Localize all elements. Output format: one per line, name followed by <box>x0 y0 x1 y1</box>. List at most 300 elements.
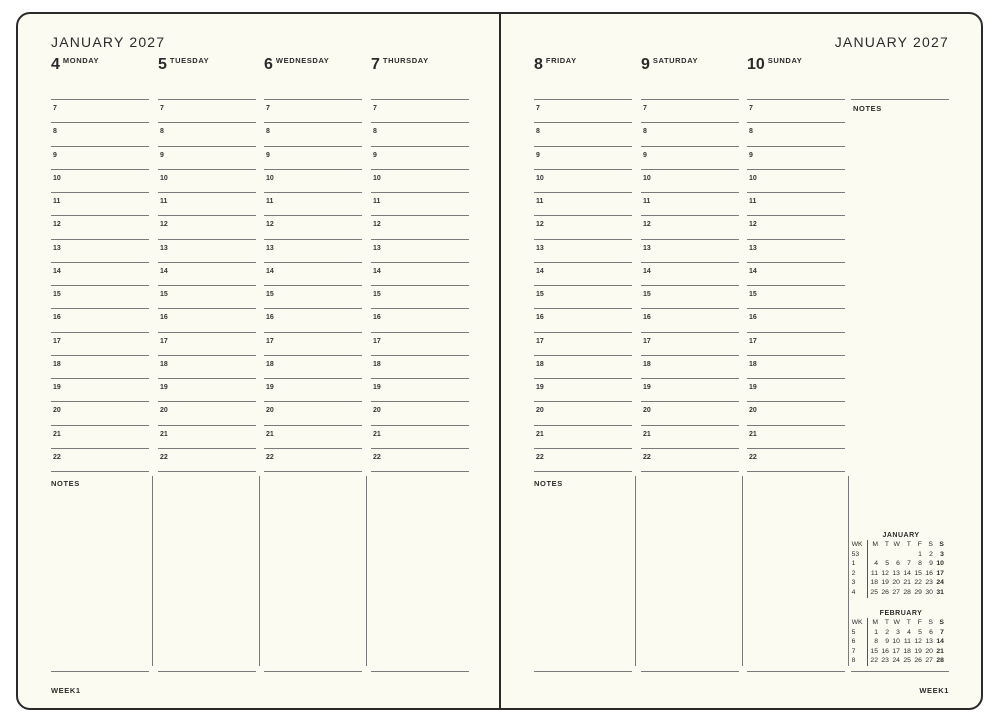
date-cell: 28 <box>903 588 911 596</box>
date-cell: 10 <box>936 560 944 568</box>
hour-label: 21 <box>53 430 61 438</box>
hour-rule <box>264 285 362 286</box>
hour-rule <box>371 378 469 379</box>
hour-label: 14 <box>373 267 381 275</box>
hour-rule <box>51 332 149 333</box>
day-header <box>534 56 577 74</box>
hour-label: 13 <box>373 244 381 252</box>
mini-calendar-week <box>851 569 944 579</box>
hour-rule <box>641 122 739 123</box>
hour-rule <box>371 355 469 356</box>
hour-label: 8 <box>266 128 270 136</box>
date-cell: 26 <box>881 588 889 596</box>
hour-rule <box>158 122 256 123</box>
hour-label: 10 <box>749 174 757 182</box>
hour-rule <box>747 401 845 402</box>
hour-rule <box>534 169 632 170</box>
hour-rule <box>51 378 149 379</box>
hour-label: 9 <box>749 151 753 159</box>
hour-rule <box>264 448 362 449</box>
date-cell: 22 <box>914 579 922 587</box>
hour-rule <box>51 448 149 449</box>
hour-label: 13 <box>160 244 168 252</box>
hour-label: 11 <box>373 198 381 205</box>
hour-rule <box>371 239 469 240</box>
mini-calendar-week <box>851 637 944 647</box>
hour-rule <box>158 401 256 402</box>
hour-label: 12 <box>160 221 168 229</box>
hour-label: 17 <box>53 337 61 345</box>
hour-rule <box>747 99 845 100</box>
hour-label: 9 <box>266 151 270 159</box>
day-header <box>51 56 99 74</box>
date-cell: 6 <box>929 628 933 636</box>
hour-rule <box>158 169 256 170</box>
hour-rule <box>371 285 469 286</box>
notes-divider <box>848 476 849 666</box>
date-cell: 21 <box>903 579 911 587</box>
date-cell: 25 <box>903 657 911 665</box>
hour-label: 7 <box>266 105 270 112</box>
hour-rule <box>747 425 845 426</box>
day-header <box>641 56 698 74</box>
hour-label: 22 <box>160 453 168 461</box>
week-number: 3 <box>851 578 867 588</box>
hour-rule <box>264 122 362 123</box>
date-cell: 12 <box>914 638 922 646</box>
mini-calendar-header <box>851 618 944 628</box>
hour-rule <box>747 146 845 147</box>
hour-rule <box>51 471 149 472</box>
hour-label: 14 <box>749 267 757 275</box>
hour-label: 16 <box>373 314 381 322</box>
hour-rule <box>158 146 256 147</box>
hour-rule <box>51 146 149 147</box>
notes-column-rule <box>851 99 949 100</box>
weekday-label: W <box>893 541 900 548</box>
hour-label: 8 <box>643 128 647 136</box>
hour-rule <box>51 122 149 123</box>
mini-calendar-grid <box>851 618 944 666</box>
day-number: 7 <box>371 56 380 73</box>
hour-label: 12 <box>266 221 274 229</box>
hour-label: 7 <box>373 105 377 112</box>
hour-rule <box>264 99 362 100</box>
hour-rule <box>158 285 256 286</box>
hour-label: 18 <box>53 360 61 368</box>
hour-rule <box>264 471 362 472</box>
left-day-column <box>371 14 469 494</box>
hour-rule <box>51 425 149 426</box>
mini-calendar-week <box>851 656 944 666</box>
hour-rule <box>371 308 469 309</box>
date-cell: 2 <box>929 550 933 558</box>
hour-label: 21 <box>749 430 757 438</box>
hour-rule <box>371 99 469 100</box>
day-number: 4 <box>51 56 60 73</box>
hour-rule <box>264 308 362 309</box>
date-cell: 15 <box>870 647 878 655</box>
weekday-label: F <box>917 541 922 548</box>
hour-rule <box>371 146 469 147</box>
mini-calendar-week <box>851 550 944 560</box>
date-cell: 11 <box>903 638 911 646</box>
hour-label: 12 <box>373 221 381 229</box>
date-cell: 9 <box>885 638 889 646</box>
hour-rule <box>534 308 632 309</box>
weekday-label: T <box>906 619 911 626</box>
day-number: 8 <box>534 56 543 73</box>
hour-rule <box>534 355 632 356</box>
hour-label: 18 <box>749 360 757 368</box>
hour-label: 17 <box>160 337 168 345</box>
hour-label: 13 <box>266 244 274 252</box>
hour-rule <box>534 146 632 147</box>
notes-divider <box>366 476 367 666</box>
mini-calendar-grid <box>851 540 944 598</box>
notes-divider <box>635 476 636 666</box>
hour-label: 8 <box>373 128 377 136</box>
hour-label: 14 <box>160 267 168 275</box>
date-cell: 27 <box>892 588 900 596</box>
hour-rule <box>641 239 739 240</box>
hour-rule <box>264 378 362 379</box>
hour-label: 15 <box>643 291 651 298</box>
hour-label: 16 <box>536 314 544 322</box>
hour-rule <box>747 378 845 379</box>
hour-rule <box>747 308 845 309</box>
hour-rule <box>51 192 149 193</box>
weekday-label: M <box>872 619 878 626</box>
hour-label: 8 <box>53 128 57 136</box>
date-cell: 3 <box>896 628 900 636</box>
hour-rule <box>51 239 149 240</box>
hour-label: 21 <box>536 430 544 438</box>
hour-label: 22 <box>749 453 757 461</box>
notes-divider <box>152 476 153 666</box>
left-day-column <box>264 14 362 494</box>
hour-label: 16 <box>643 314 651 322</box>
hour-rule <box>747 355 845 356</box>
day-name: SUNDAY <box>767 56 803 65</box>
hour-rule <box>371 448 469 449</box>
weekday-label: S <box>928 541 933 548</box>
hour-label: 22 <box>643 453 651 461</box>
hour-label: 12 <box>53 221 61 229</box>
hour-label: 19 <box>536 384 544 391</box>
week-number: 2 <box>851 569 867 579</box>
hour-label: 15 <box>160 291 168 298</box>
hour-label: 19 <box>373 384 381 391</box>
hour-rule <box>158 332 256 333</box>
week-number: 53 <box>851 550 867 560</box>
hour-label: 13 <box>53 244 61 252</box>
hour-rule <box>264 355 362 356</box>
hour-label: 16 <box>53 314 61 322</box>
hour-label: 9 <box>53 151 57 159</box>
date-cell: 4 <box>874 560 878 568</box>
date-cell <box>879 550 890 560</box>
date-cell: 1 <box>918 550 922 558</box>
hour-label: 21 <box>373 430 381 438</box>
right-page <box>499 12 983 710</box>
hour-rule <box>158 471 256 472</box>
weekday-label: WK <box>851 540 867 550</box>
hour-rule <box>534 262 632 263</box>
hour-label: 17 <box>749 337 757 345</box>
hour-rule <box>158 308 256 309</box>
date-cell: 20 <box>925 647 933 655</box>
right-day-column <box>747 14 845 494</box>
date-cell: 13 <box>925 638 933 646</box>
date-cell <box>890 550 901 560</box>
date-cell: 16 <box>925 569 933 577</box>
hour-rule <box>534 285 632 286</box>
date-cell: 28 <box>936 657 944 665</box>
hour-label: 8 <box>536 128 540 136</box>
date-cell: 23 <box>925 579 933 587</box>
mini-calendar-week <box>851 647 944 657</box>
date-cell: 19 <box>881 579 889 587</box>
hour-rule <box>641 401 739 402</box>
hour-label: 18 <box>266 360 274 368</box>
hour-rule <box>641 285 739 286</box>
hour-rule <box>534 239 632 240</box>
day-number: 6 <box>264 56 273 73</box>
hour-rule <box>747 215 845 216</box>
date-cell: 15 <box>914 569 922 577</box>
date-cell: 13 <box>892 569 900 577</box>
hour-label: 11 <box>160 198 168 205</box>
hour-label: 18 <box>643 360 651 368</box>
hour-rule <box>158 355 256 356</box>
hour-label: 22 <box>53 453 61 461</box>
date-cell <box>867 550 878 560</box>
hour-label: 21 <box>160 430 168 438</box>
hour-rule <box>371 425 469 426</box>
hour-label: 18 <box>160 360 168 368</box>
mini-calendar-week <box>851 628 944 638</box>
hour-label: 17 <box>536 337 544 345</box>
mini-calendar-title: FEBRUARY <box>879 610 923 617</box>
date-cell: 17 <box>892 647 900 655</box>
date-cell: 6 <box>896 560 900 568</box>
hour-rule <box>51 215 149 216</box>
hour-label: 12 <box>749 221 757 229</box>
hour-label: 10 <box>53 174 61 182</box>
date-cell: 5 <box>885 560 889 568</box>
hour-rule <box>641 471 739 472</box>
hour-label: 18 <box>373 360 381 368</box>
day-number: 10 <box>747 56 765 73</box>
date-cell: 10 <box>892 638 900 646</box>
hour-label: 15 <box>536 291 544 298</box>
day-name: THURSDAY <box>382 56 429 65</box>
notes-bottom-rule <box>51 671 149 672</box>
hour-rule <box>264 169 362 170</box>
date-cell: 18 <box>870 579 878 587</box>
left-page <box>16 12 501 710</box>
hour-label: 19 <box>160 384 168 391</box>
date-cell: 14 <box>903 569 911 577</box>
hour-rule <box>534 122 632 123</box>
hour-rule <box>747 169 845 170</box>
hour-rule <box>371 401 469 402</box>
date-cell: 1 <box>874 628 878 636</box>
weekday-label: T <box>884 541 889 548</box>
hour-rule <box>747 192 845 193</box>
hour-label: 13 <box>643 244 651 252</box>
mini-calendar <box>851 532 951 598</box>
date-cell: 18 <box>903 647 911 655</box>
hour-label: 20 <box>160 407 168 415</box>
hour-label: 16 <box>749 314 757 322</box>
hour-rule <box>158 425 256 426</box>
hour-label: 21 <box>266 430 274 438</box>
hour-rule <box>747 448 845 449</box>
date-cell: 3 <box>940 550 944 558</box>
hour-rule <box>641 448 739 449</box>
hour-rule <box>534 378 632 379</box>
date-cell: 7 <box>940 628 944 636</box>
date-cell: 16 <box>881 647 889 655</box>
hour-label: 10 <box>643 174 651 182</box>
date-cell: 24 <box>892 657 900 665</box>
date-cell: 25 <box>870 588 878 596</box>
weekday-label: S <box>939 541 944 548</box>
date-cell: 8 <box>918 560 922 568</box>
hour-rule <box>641 146 739 147</box>
hour-rule <box>747 239 845 240</box>
hour-label: 14 <box>266 267 274 275</box>
hour-label: 20 <box>536 407 544 415</box>
day-name: TUESDAY <box>169 56 210 65</box>
notes-label: NOTES <box>534 479 563 488</box>
hour-rule <box>641 378 739 379</box>
date-cell: 30 <box>925 588 933 596</box>
notes-column-label: NOTES <box>853 104 882 113</box>
hour-label: 10 <box>160 174 168 182</box>
date-cell: 29 <box>914 588 922 596</box>
date-cell: 7 <box>907 560 911 568</box>
hour-label: 20 <box>643 407 651 415</box>
hour-rule <box>641 308 739 309</box>
hour-label: 14 <box>536 267 544 275</box>
hour-rule <box>158 99 256 100</box>
date-cell: 2 <box>885 628 889 636</box>
hour-label: 8 <box>749 128 753 136</box>
hour-label: 19 <box>266 384 274 391</box>
hour-rule <box>641 169 739 170</box>
hour-label: 10 <box>536 174 544 182</box>
hour-rule <box>51 308 149 309</box>
day-header <box>158 56 209 74</box>
month-title-left: JANUARY 2027 <box>51 34 166 50</box>
hour-label: 16 <box>160 314 168 322</box>
hour-rule <box>158 192 256 193</box>
notes-bottom-rule <box>851 671 949 672</box>
hour-rule <box>158 215 256 216</box>
hour-label: 12 <box>536 221 544 229</box>
hour-label: 17 <box>373 337 381 345</box>
hour-rule <box>534 401 632 402</box>
notes-bottom-rule <box>534 671 632 672</box>
day-name: WEDNESDAY <box>275 56 330 65</box>
hour-rule <box>747 122 845 123</box>
hour-rule <box>51 355 149 356</box>
hour-label: 7 <box>160 105 164 112</box>
week-number: 4 <box>851 588 867 598</box>
hour-label: 14 <box>643 267 651 275</box>
date-cell: 4 <box>907 628 911 636</box>
hour-rule <box>641 425 739 426</box>
hour-rule <box>641 192 739 193</box>
hour-label: 21 <box>643 430 651 438</box>
hour-label: 16 <box>266 314 274 322</box>
hour-rule <box>534 215 632 216</box>
hour-rule <box>534 471 632 472</box>
week-number: 8 <box>851 656 867 666</box>
hour-rule <box>371 332 469 333</box>
week-number: 1 <box>851 559 867 569</box>
hour-rule <box>264 215 362 216</box>
hour-rule <box>371 192 469 193</box>
date-cell: 23 <box>881 657 889 665</box>
hour-rule <box>747 471 845 472</box>
notes-bottom-rule <box>264 671 362 672</box>
week-number: 5 <box>851 628 867 638</box>
weekday-label: T <box>906 541 911 548</box>
hour-label: 15 <box>53 291 61 298</box>
mini-calendar-week <box>851 578 944 588</box>
hour-label: 22 <box>266 453 274 461</box>
hour-label: 11 <box>266 198 274 205</box>
hour-label: 7 <box>53 105 57 112</box>
hour-label: 7 <box>749 105 753 112</box>
hour-rule <box>371 215 469 216</box>
hour-rule <box>264 401 362 402</box>
weekday-label: W <box>893 619 900 626</box>
hour-rule <box>51 401 149 402</box>
hour-rule <box>264 146 362 147</box>
hour-rule <box>747 262 845 263</box>
notes-divider <box>742 476 743 666</box>
date-cell: 27 <box>925 657 933 665</box>
date-cell: 8 <box>874 638 878 646</box>
date-cell <box>901 550 912 560</box>
day-number: 5 <box>158 56 167 73</box>
hour-label: 11 <box>643 198 651 205</box>
hour-rule <box>747 332 845 333</box>
weekday-label: S <box>928 619 933 626</box>
week-label-right: WEEK1 <box>919 686 949 695</box>
hour-rule <box>264 332 362 333</box>
hour-label: 10 <box>266 174 274 182</box>
mini-calendar-week <box>851 588 944 598</box>
hour-label: 15 <box>373 291 381 298</box>
hour-label: 20 <box>53 407 61 415</box>
hour-label: 9 <box>373 151 377 159</box>
date-cell: 26 <box>914 657 922 665</box>
hour-rule <box>264 425 362 426</box>
day-header <box>264 56 329 74</box>
hour-label: 13 <box>749 244 757 252</box>
week-number: 7 <box>851 647 867 657</box>
mini-calendar-week <box>851 559 944 569</box>
hour-rule <box>158 239 256 240</box>
hour-rule <box>641 262 739 263</box>
notes-bottom-rule <box>371 671 469 672</box>
